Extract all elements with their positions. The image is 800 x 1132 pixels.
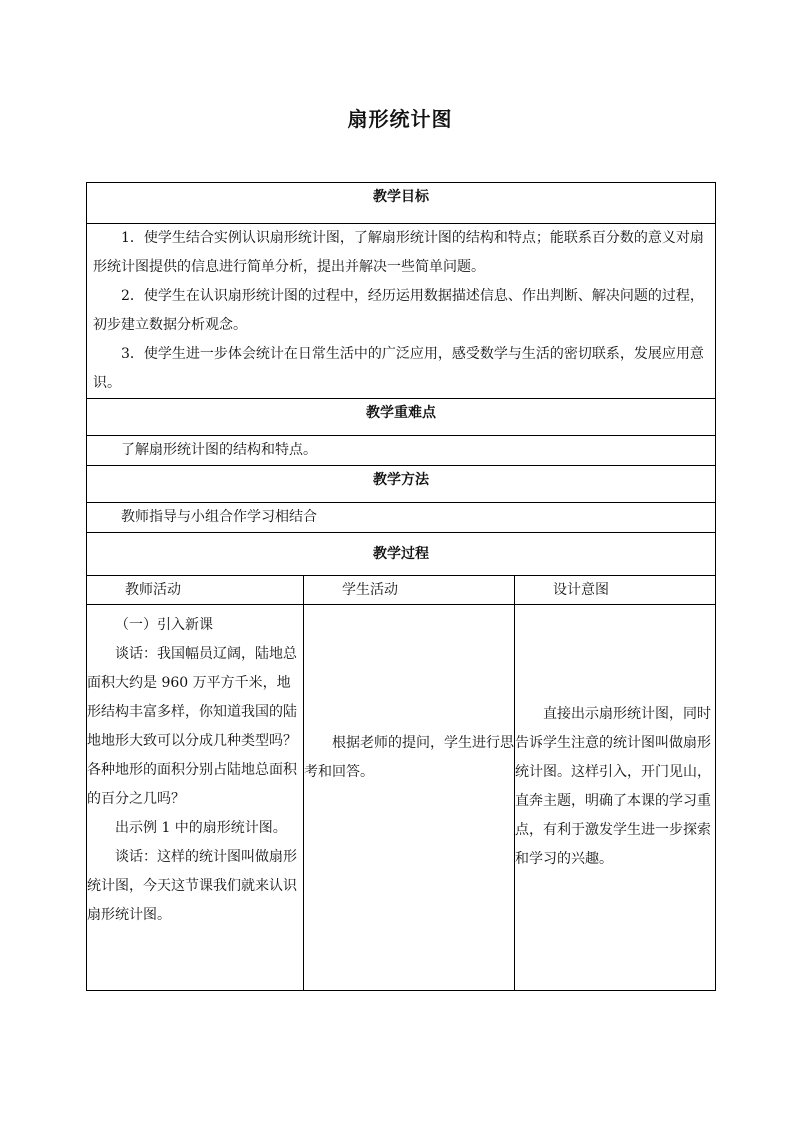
column-header-intent: 设计意图 — [515, 576, 716, 605]
student-activity-cell — [304, 605, 515, 991]
method-text: 教师指导与小组合作学习相结合 — [121, 509, 317, 525]
goal-item: 1．使学生结合实例认识扇形统计图，了解扇形统计图的结构和特点；能联系百分数的意义对扇形统计图提供的信息进行简单分析，提出并解决一些简单问题。 — [93, 230, 704, 275]
column-header-student: 学生活动 — [304, 576, 515, 605]
teacher-paragraph: 谈话：这样的统计图叫做扇形统计图，今天这节课我们就来认识扇形统计图。 — [87, 849, 297, 923]
goal-content — [87, 224, 716, 399]
document-title: 扇形统计图 — [347, 107, 453, 131]
goal-item: 2．使学生在认识扇形统计图的过程中，经历运用数据描述信息、作出判断、解决问题的过程，初步建立数据分析观念。 — [93, 288, 704, 333]
goal-item: 3．使学生进一步体会统计在日常生活中的广泛应用，感受数学与生活的密切联系，发展应用意识。 — [93, 346, 704, 391]
key-heading: 教学重难点 — [87, 399, 716, 436]
process-heading: 教学过程 — [87, 533, 716, 576]
teacher-paragraph: 谈话：我国幅员辽阔，陆地总面积大约是 960 万平方千米，地形结构丰富多样，你知道我国的陆地地形大致可以分成几种类型吗？各种地形的面积分别占陆地总面积的百分之几吗？ — [87, 646, 297, 807]
student-activity-text: 根据老师的提问，学生进行思考和回答。 — [304, 735, 514, 780]
teacher-activity-cell — [87, 605, 304, 991]
lesson-plan-table — [86, 182, 716, 991]
design-intent-cell — [515, 605, 716, 991]
method-content — [87, 503, 716, 533]
teacher-paragraph: 出示例 1 中的扇形统计图。 — [115, 820, 287, 836]
column-header-teacher: 教师活动 — [87, 576, 304, 605]
method-heading: 教学方法 — [87, 466, 716, 503]
design-intent-text: 直接出示扇形统计图，同时告诉学生注意的统计图叫做扇形统计图。这样引入，开门见山，直奔主题，明确了本课的学习重点，有利于激发学生进一步探索和学习的兴趣。 — [515, 706, 711, 867]
goal-heading: 教学目标 — [87, 183, 716, 224]
key-content — [87, 436, 716, 466]
teacher-step-title: （一）引入新课 — [115, 617, 213, 633]
key-text: 了解扇形统计图的结构和特点。 — [121, 442, 317, 458]
